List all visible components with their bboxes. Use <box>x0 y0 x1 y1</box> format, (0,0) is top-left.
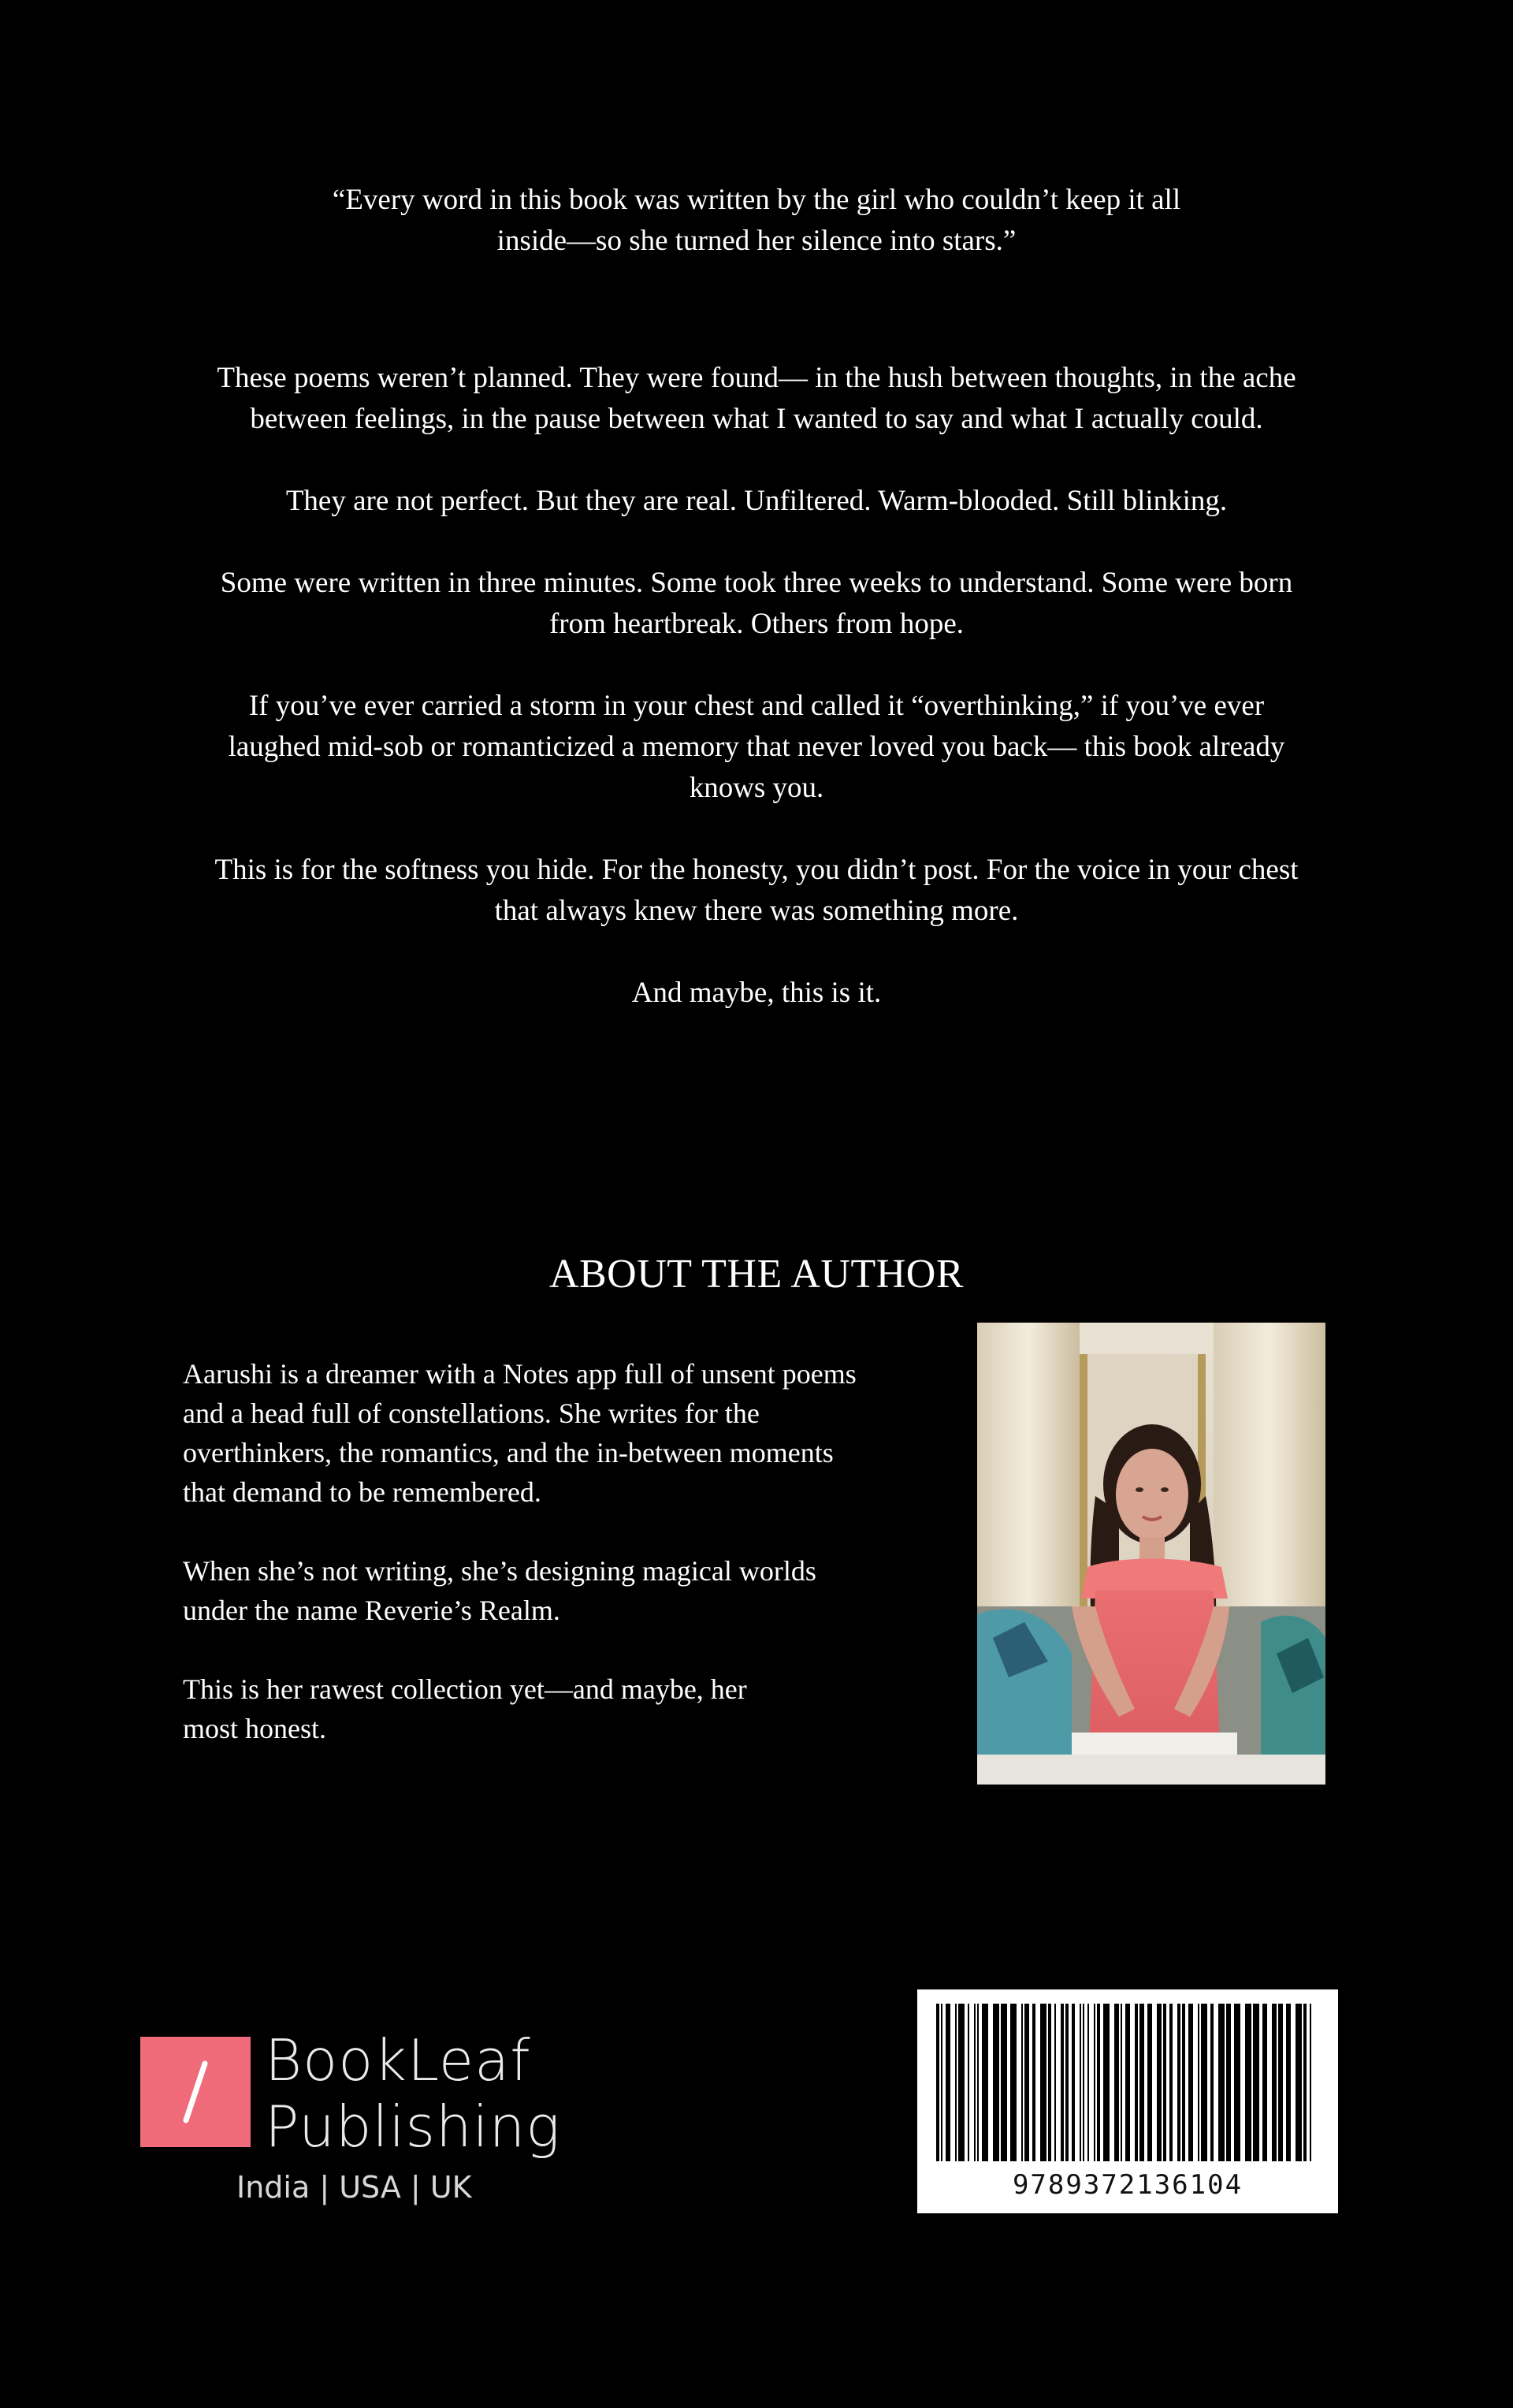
barcode-bar <box>1286 2004 1291 2161</box>
opening-quote <box>236 180 1277 262</box>
barcode-bar <box>1001 2004 1007 2161</box>
barcode-bar <box>974 2004 976 2161</box>
blurb-paragraph <box>158 973 1355 1014</box>
blurb-line: from heartbreak. Others from hope. <box>548 608 965 640</box>
barcode-bar <box>1024 2004 1029 2161</box>
blurb-paragraph <box>158 686 1355 809</box>
bio-line: that demand to be remembered. <box>183 1476 541 1508</box>
barcode-bar <box>946 2004 950 2161</box>
barcode-bar <box>1135 2004 1138 2161</box>
blurb-line: between feelings, in the pause between what I wanted to say and what I actually could. <box>250 403 1263 435</box>
barcode-bar <box>1272 2004 1277 2161</box>
isbn-number: 9789372136104 <box>1012 2169 1243 2201</box>
barcode-bar <box>1177 2004 1180 2161</box>
barcode-bar <box>977 2004 979 2161</box>
blurb-line: They are not perfect. But they are real. Unfiltered. Warm-blooded. Still blinking. <box>285 485 1228 517</box>
blurb-line: that always knew there was something more. <box>494 895 1019 927</box>
barcode-bar <box>1097 2004 1100 2161</box>
blurb-line: This is for the softness you hide. For the honesty, you didn’t post. For the voice in your chest <box>214 854 1299 886</box>
barcode-bar <box>1201 2004 1207 2161</box>
barcode-bar <box>982 2004 988 2161</box>
blurb-paragraph <box>158 481 1355 522</box>
barcode-bar <box>1188 2004 1193 2161</box>
barcode-bar <box>1054 2004 1056 2161</box>
bio-line: overthinkers, the romantics, and the in-between moments <box>183 1437 834 1468</box>
blurb-paragraph <box>158 358 1355 440</box>
barcode-bar <box>1210 2004 1214 2161</box>
publisher-name <box>265 2027 560 2160</box>
barcode-bar <box>1182 2004 1185 2161</box>
barcode-bar <box>1169 2004 1173 2161</box>
barcode-bar <box>1040 2004 1046 2161</box>
barcode-bar <box>1253 2004 1259 2161</box>
barcode-bar <box>993 2004 999 2161</box>
barcode-bar <box>1103 2004 1110 2161</box>
barcode-bar <box>1198 2004 1199 2161</box>
bio-line: and a head full of constellations. She writes for the <box>183 1398 760 1429</box>
barcode-bar <box>1157 2004 1162 2161</box>
barcode-bar <box>1310 2004 1311 2161</box>
barcode-bar <box>958 2004 965 2161</box>
blurb-line: Some were written in three minutes. Some took three weeks to understand. Some were born <box>220 567 1293 599</box>
blurb-line: These poems weren’t planned. They were found— in the hush between thoughts, in the ache <box>217 362 1296 394</box>
barcode-bar <box>1080 2004 1081 2161</box>
barcode-bar <box>1218 2004 1225 2161</box>
barcode-bar <box>1032 2004 1035 2161</box>
barcode-bar <box>1048 2004 1051 2161</box>
blurb-paragraph <box>158 563 1355 645</box>
barcode-bar <box>968 2004 969 2161</box>
barcode-bar <box>1226 2004 1231 2161</box>
author-photo <box>977 1323 1325 1785</box>
barcode-bar <box>1147 2004 1152 2161</box>
bio-paragraph <box>183 1551 955 1630</box>
publisher-name-line: BookLeaf <box>265 2027 531 2094</box>
barcode-bar <box>1139 2004 1144 2161</box>
barcode-bar <box>1072 2004 1075 2161</box>
barcode-bar <box>936 2004 939 2161</box>
bio-line: most honest. <box>183 1713 327 1744</box>
barcode-bar <box>1021 2004 1023 2161</box>
blurb-line: knows you. <box>689 772 824 804</box>
blurb <box>158 358 1355 1055</box>
barcode-bar <box>1125 2004 1130 2161</box>
publisher-logo-mark <box>140 2037 251 2147</box>
quote-line: inside—so she turned her silence into stars.” <box>496 225 1017 257</box>
barcode-bar <box>1087 2004 1089 2161</box>
barcode-bar <box>1010 2004 1017 2161</box>
barcode-bar <box>1303 2004 1307 2161</box>
bio-line: Aarushi is a dreamer with a Notes app full of unsent poems <box>183 1358 857 1390</box>
barcode-bar <box>1163 2004 1166 2161</box>
quote-line: “Every word in this book was written by the girl who couldn’t keep it all <box>332 184 1181 216</box>
barcode-bar <box>1121 2004 1122 2161</box>
blurb-line: And maybe, this is it. <box>631 977 882 1009</box>
blurb-line: laughed mid-sob or romanticized a memory that never loved you back— this book already <box>228 731 1285 763</box>
publisher-regions: India | USA | UK <box>236 2170 472 2205</box>
barcode-bar <box>955 2004 957 2161</box>
barcode-bar <box>1296 2004 1302 2161</box>
barcode-bar <box>1234 2004 1240 2161</box>
publisher-name-line: Publishing <box>265 2094 561 2160</box>
blurb-paragraph <box>158 850 1355 932</box>
barcode-bar <box>941 2004 942 2161</box>
barcode-bar <box>1278 2004 1283 2161</box>
barcode-bar <box>1262 2004 1267 2161</box>
barcode-bar <box>1083 2004 1084 2161</box>
barcode-bar <box>1094 2004 1095 2161</box>
bio-paragraph <box>183 1669 955 1748</box>
barcode-bar <box>1065 2004 1069 2161</box>
about-author-heading: ABOUT THE AUTHOR <box>548 1252 965 1297</box>
bio-line: This is her rawest collection yet—and maybe, her <box>183 1673 747 1705</box>
bio-line: When she’s not writing, she’s designing magical worlds <box>183 1555 816 1587</box>
bio-paragraph <box>183 1354 955 1512</box>
blurb-line: If you’ve ever carried a storm in your chest and called it “overthinking,” if you’ve ever <box>248 690 1265 722</box>
bio-line: under the name Reverie’s Realm. <box>183 1595 560 1626</box>
barcode-bar <box>1061 2004 1064 2161</box>
author-bio <box>183 1354 955 1788</box>
barcode-bar <box>1245 2004 1251 2161</box>
barcode-bar <box>1114 2004 1119 2161</box>
